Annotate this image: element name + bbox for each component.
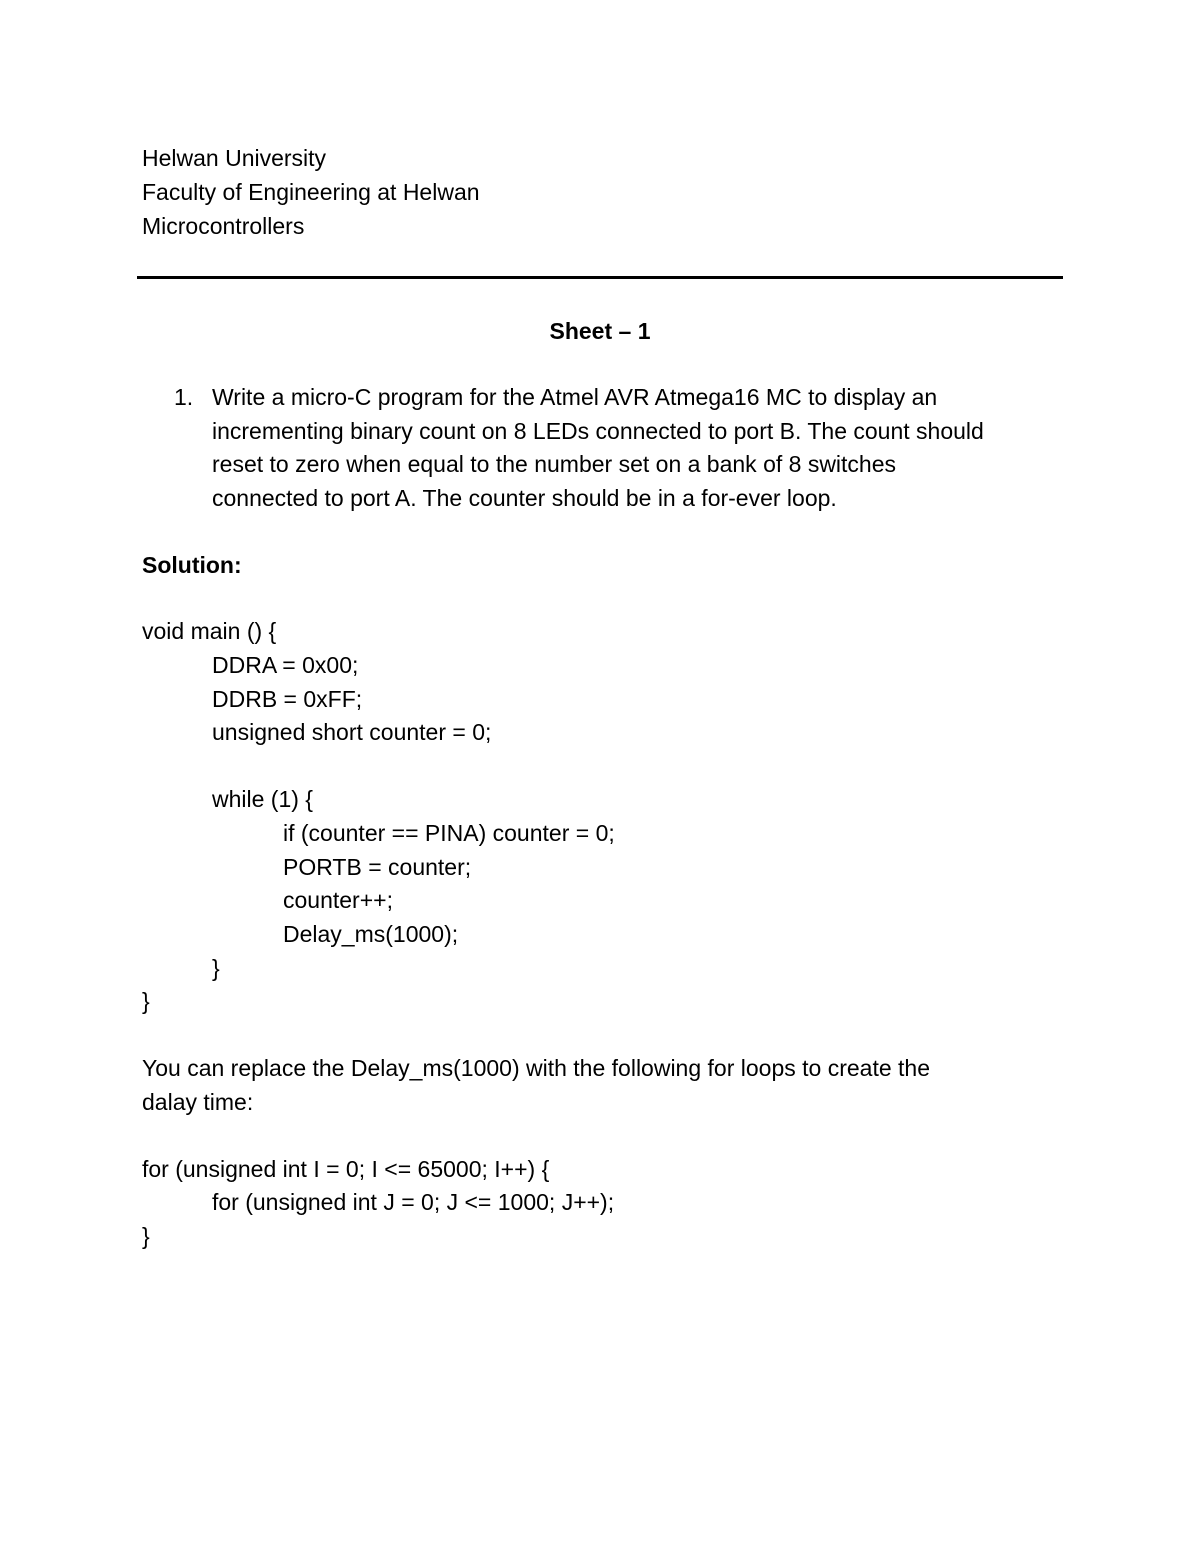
course-name: Microcontrollers [142,213,305,239]
faculty-name: Faculty of Engineering at Helwan [142,179,480,205]
university-name: Helwan University [142,145,327,171]
code-line: while (1) { [212,786,313,812]
code-line: for (unsigned int J = 0; J <= 1000; J++); [212,1189,615,1215]
question-line: reset to zero when equal to the number set on a bank of 8 switches [212,451,897,477]
code-line: if (counter == PINA) counter = 0; [283,820,615,846]
note-line: You can replace the Delay_ms(1000) with the following for loops to create the [142,1055,930,1081]
question-number: 1. [174,384,194,410]
code-line: for (unsigned int I = 0; I <= 65000; I++) { [142,1156,550,1182]
code-line: DDRA = 0x00; [212,652,359,678]
solution-label: Solution: [142,552,242,578]
code-line: } [212,955,220,981]
code-line: void main () { [142,618,277,644]
note-line: dalay time: [142,1089,254,1115]
code-line: counter++; [283,887,393,913]
code-line: PORTB = counter; [283,854,472,880]
code-line: } [142,988,150,1014]
question-line: Write a micro-C program for the Atmel AVR Atmega16 MC to display an [212,384,938,410]
code-line: } [142,1223,150,1249]
question-line: incrementing binary count on 8 LEDs connected to port B. The count should [212,418,984,444]
header-divider [137,276,1063,279]
code-line: DDRB = 0xFF; [212,686,363,712]
code-line: Delay_ms(1000); [283,921,459,947]
sheet-title: Sheet – 1 [549,318,651,344]
code-line: unsigned short counter = 0; [212,719,492,745]
question-line: connected to port A. The counter should be in a for-ever loop. [212,485,837,511]
